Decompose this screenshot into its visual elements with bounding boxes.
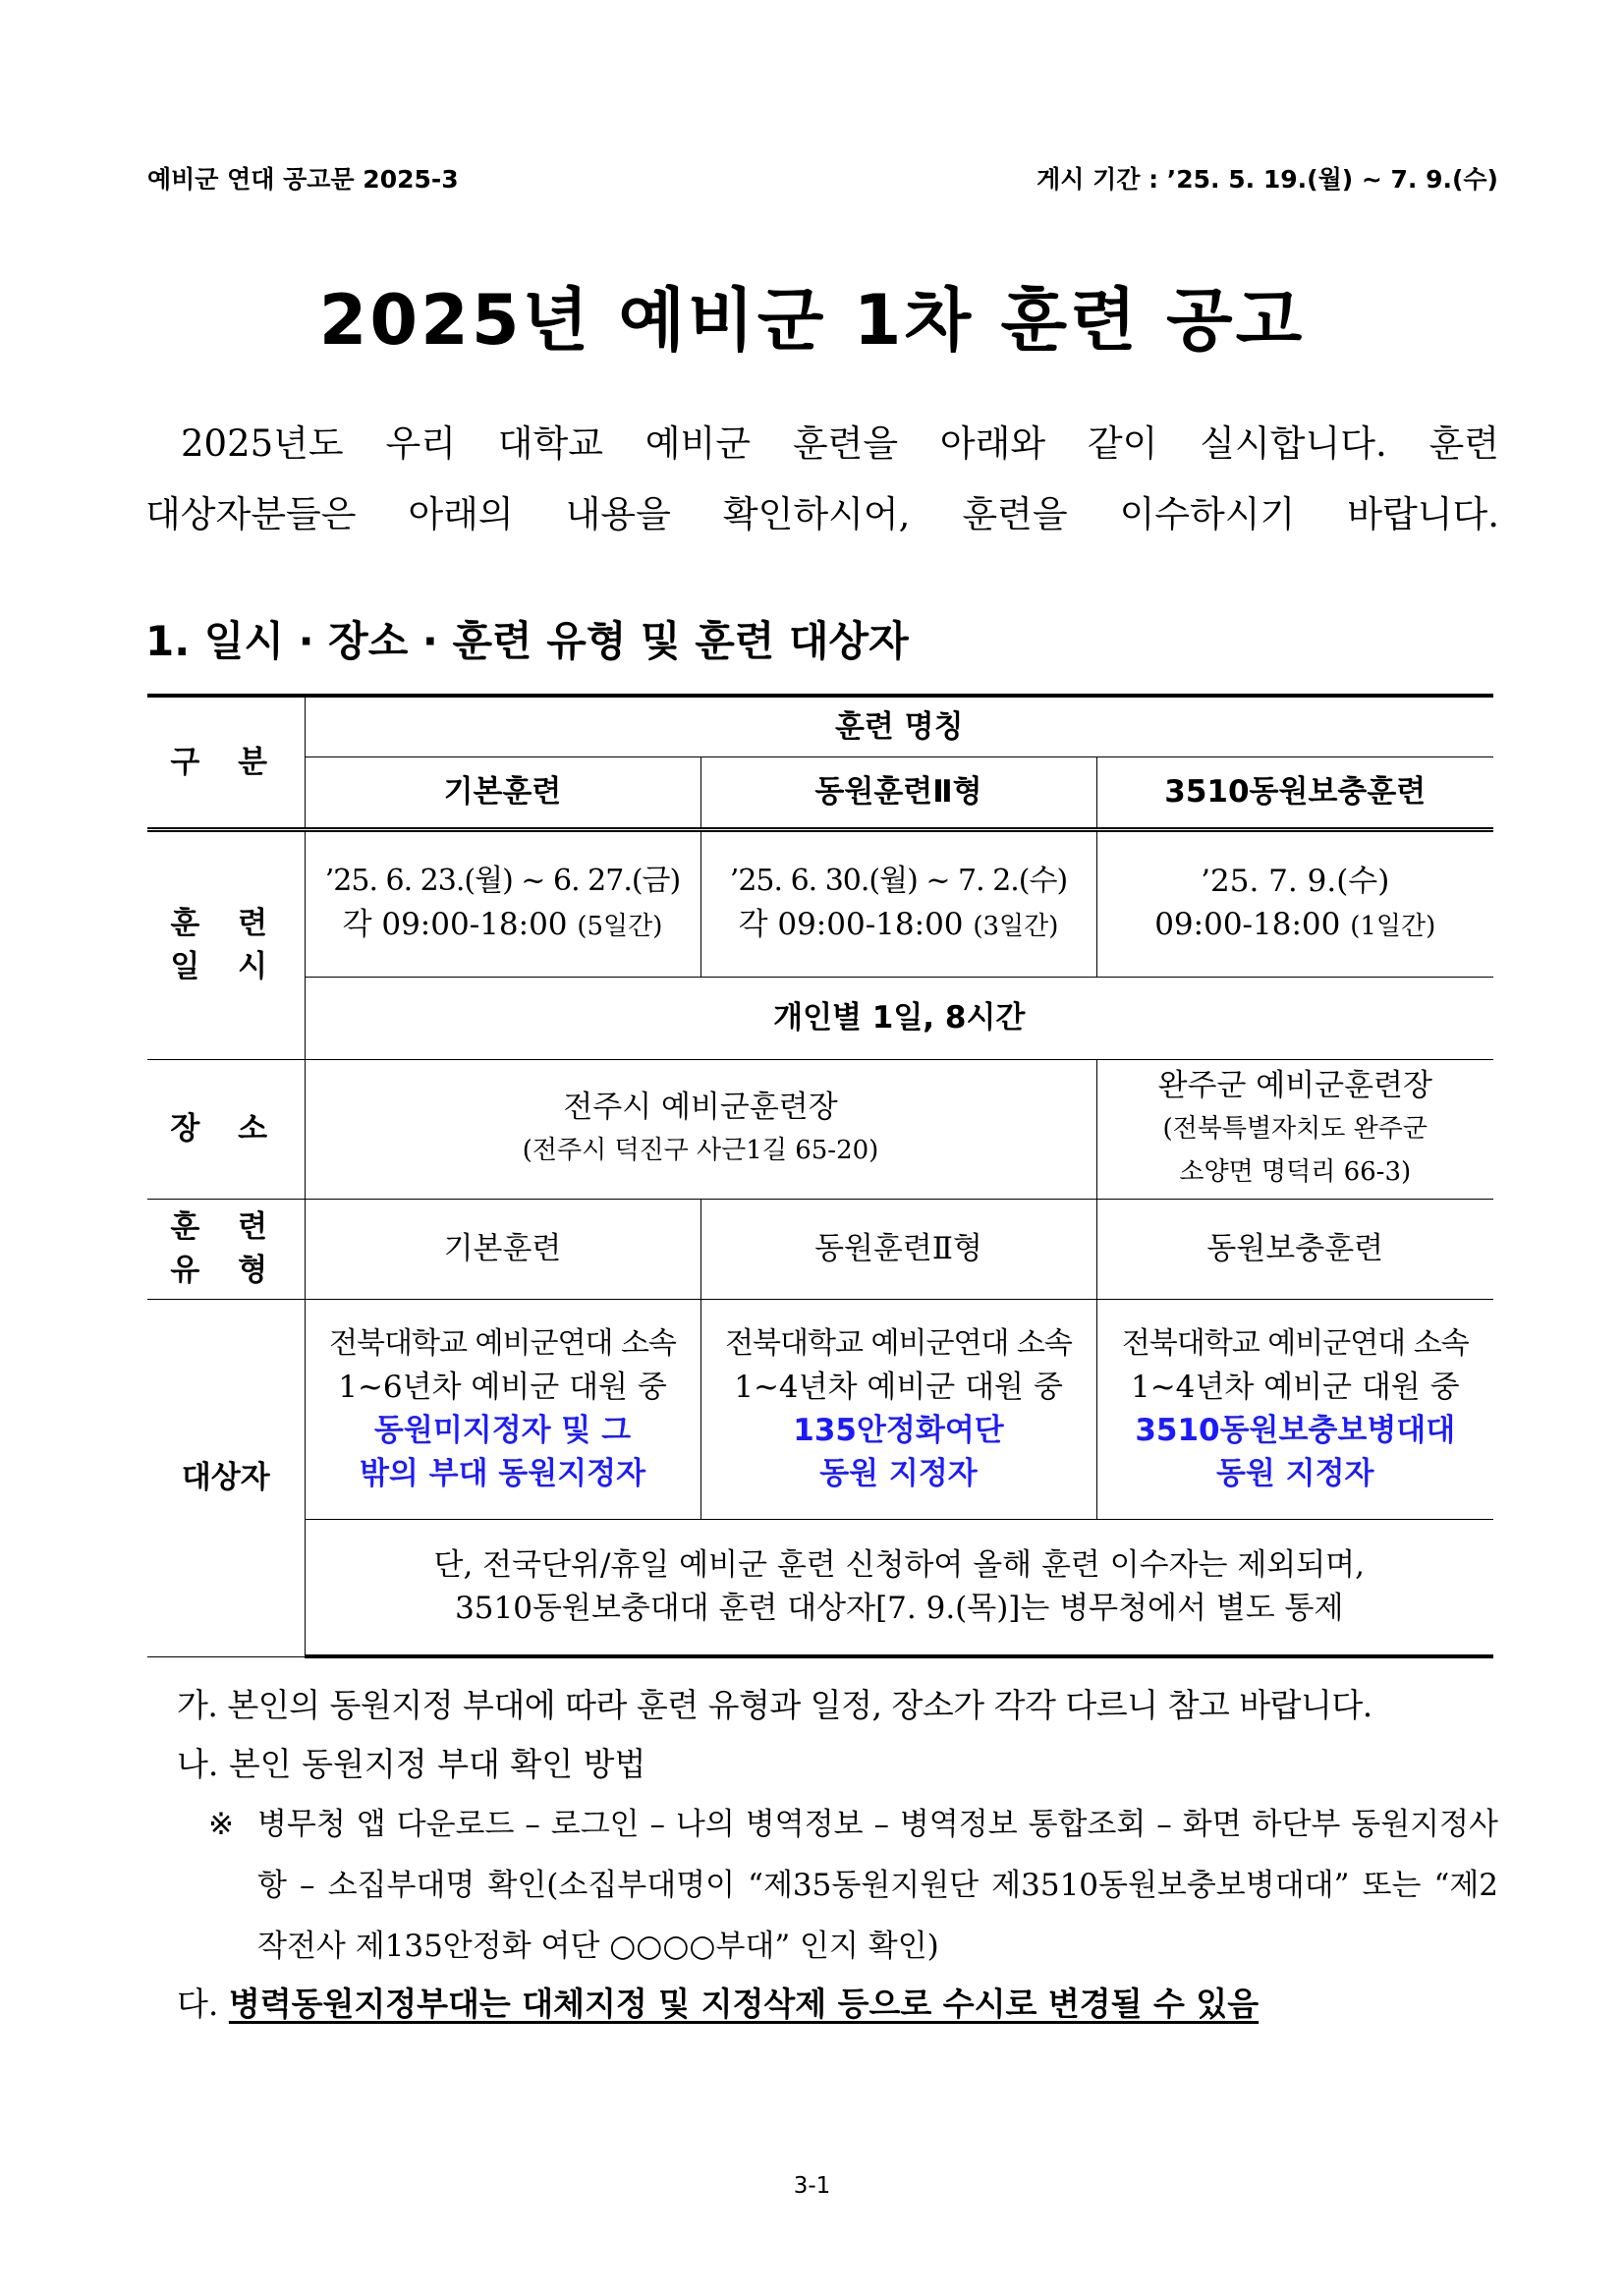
time-range: 각 09:00-18:00 <box>342 907 568 942</box>
note-c-prefix: 다. <box>177 1985 219 2023</box>
target-basic: 전북대학교 예비군연대 소속 1~6년차 예비군 대원 중 동원미지정자 및 그 밖의 부대 동원지정자 <box>305 1299 700 1519</box>
date-mobilization-training <box>700 829 1096 977</box>
target-mobilization: 전북대학교 예비군연대 소속 1~4년차 예비군 대원 중 135안정화여단 동원 지정자 <box>700 1299 1096 1519</box>
note-c <box>177 1975 1498 2034</box>
type-basic: 기본훈련 <box>305 1199 700 1299</box>
date-range: ’25. 7. 9.(수) <box>1201 864 1390 899</box>
target-highlight: 밖의 부대 동원지정자 <box>359 1456 646 1491</box>
posting-period: 게시 기간 : ’25. 5. 19.(월) ~ 7. 9.(수) <box>1036 165 1498 194</box>
intro-paragraph <box>145 409 1499 550</box>
column-basic-training: 기본훈련 <box>305 756 700 829</box>
column-3510-supplementary-training: 3510동원보충훈련 <box>1096 756 1493 829</box>
label-place: 장 소 <box>147 1059 305 1199</box>
target-note <box>305 1519 1493 1656</box>
duration: (5일간) <box>577 912 663 941</box>
reference-mark-icon: ※ <box>208 1807 234 1842</box>
column-mobilization-training-2: 동원훈련Ⅱ형 <box>700 756 1096 829</box>
reference-note <box>208 1794 1498 1977</box>
label-datetime: 훈 련 일 시 <box>147 829 305 1059</box>
target-supplementary: 전북대학교 예비군연대 소속 1~4년차 예비군 대원 중 3510동원보충보병대대 동원 지정자 <box>1096 1299 1493 1519</box>
date-supplementary-training <box>1096 829 1493 977</box>
target-highlight: 동원 지정자 <box>819 1456 978 1491</box>
label-target: 대상자 <box>147 1299 305 1656</box>
place-name: 전주시 예비군훈련장 <box>563 1090 838 1125</box>
target-highlight: 135안정화여단 <box>793 1413 1004 1448</box>
label-training-type: 훈 련 유 형 <box>147 1199 305 1299</box>
reference-body: 병무청 앱 다운로드 – 로그인 – 나의 병역정보 – 병역정보 통합조회 – 화면 하단부 동원지정사항 – 소집부대명 확인(소집부대명이 “제35동원지원단 제3510동원보충보병대대” 또는 “제2작전사 제135안정화 여단 ○○○○부대” 인지 확인) <box>257 1807 1498 1964</box>
training-schedule-table <box>147 694 1493 1658</box>
section-1-title: 1. 일시 · 장소 · 훈련 유형 및 훈련 대상자 <box>145 617 909 665</box>
time-range: 09:00-18:00 <box>1154 907 1341 942</box>
date-range: ’25. 6. 30.(월) ~ 7. 2.(수) <box>729 864 1068 898</box>
place-name: 완주군 예비군훈련장 <box>1157 1068 1432 1103</box>
target-note-line-1: 단, 전국단위/휴일 예비군 훈련 신청하여 올해 훈련 이수자는 제외되며, <box>433 1547 1365 1584</box>
note-c-text: 병력동원지정부대는 대체지정 및 지정삭제 등으로 수시로 변경될 수 있음 <box>228 1985 1260 2023</box>
target-highlight: 동원미지정자 및 그 <box>373 1413 632 1448</box>
duration: (3일간) <box>973 912 1059 941</box>
place-jeonju <box>305 1059 1096 1199</box>
type-supplementary: 동원보충훈련 <box>1096 1199 1493 1299</box>
document-number: 예비군 연대 공고문 2025-3 <box>147 165 459 194</box>
page-number: 3-1 <box>793 2173 831 2199</box>
target-highlight: 동원 지정자 <box>1215 1456 1374 1491</box>
label-category: 구 분 <box>147 696 305 829</box>
note-b: 나. 본인 동원지정 부대 확인 방법 <box>177 1745 646 1783</box>
per-person-duration: 개인별 1일, 8시간 <box>305 977 1493 1059</box>
type-mobilization: 동원훈련Ⅱ형 <box>700 1199 1096 1299</box>
target-highlight: 3510동원보충보병대대 <box>1135 1413 1456 1448</box>
page-title: 2025년 예비군 1차 훈련 공고 <box>318 280 1306 361</box>
place-address: (전주시 덕진구 사근1길 65-20) <box>522 1136 879 1165</box>
intro-line-2: 대상자분들은 아래의 내용을 확인하시어, 훈련을 이수하시기 바랍니다. <box>145 493 1499 535</box>
place-wanju <box>1096 1059 1493 1199</box>
date-basic-training <box>305 829 700 977</box>
duration: (1일간) <box>1350 912 1436 941</box>
note-a: 가. 본인의 동원지정 부대에 따라 훈련 유형과 일정, 장소가 각각 다르니 참고 바랍니다. <box>177 1686 1372 1724</box>
time-range: 각 09:00-18:00 <box>738 907 964 942</box>
intro-line-1: 2025년도 우리 대학교 예비군 훈련을 아래와 같이 실시합니다. 훈련 <box>181 422 1499 465</box>
header-training-name: 훈련 명칭 <box>305 696 1493 756</box>
date-range: ’25. 6. 23.(월) ~ 6. 27.(금) <box>324 864 681 898</box>
place-address-line-2: 소양면 명덕리 66-3) <box>1179 1157 1412 1187</box>
place-address-line-1: (전북특별자치도 완주군 <box>1162 1114 1428 1144</box>
target-note-line-2: 3510동원보충대대 훈련 대상자[7. 9.(목)]는 병무청에서 별도 통제 <box>455 1591 1344 1627</box>
